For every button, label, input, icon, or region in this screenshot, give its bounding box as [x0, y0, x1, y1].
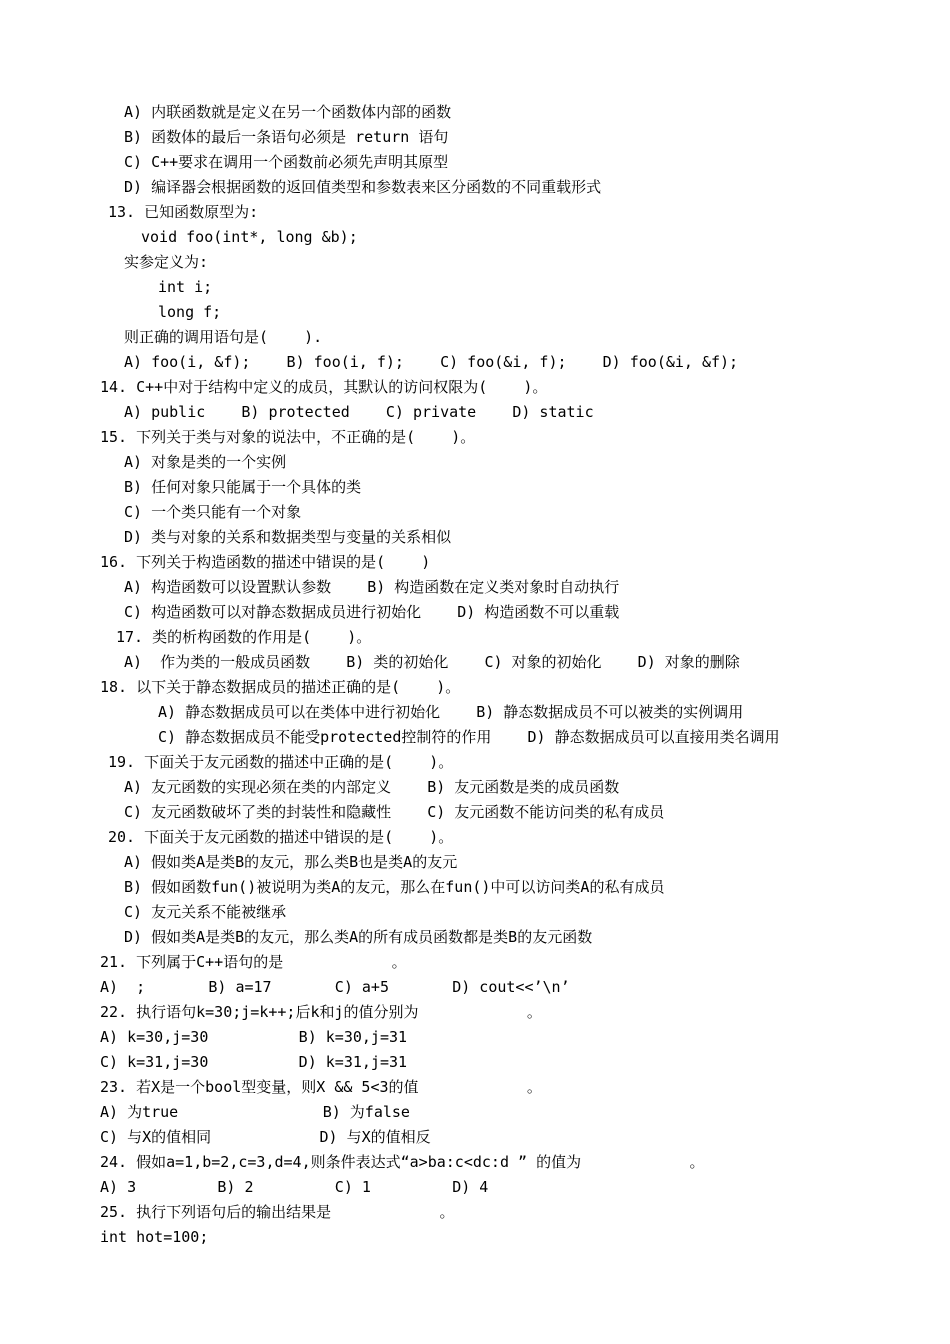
option-line: A) ; B) a=17 C) a+5 D) cout<<’\n’: [100, 978, 570, 996]
option-line: A) 静态数据成员可以在类体中进行初始化 B) 静态数据成员不可以被类的实例调用: [158, 703, 744, 721]
option-line: A) 对象是类的一个实例: [124, 453, 287, 471]
text-line: 实参定义为:: [124, 253, 209, 271]
option-line: D) 编译器会根据函数的返回值类型和参数表来区分函数的不同重载形式: [124, 178, 602, 196]
question-19: 19. 下面关于友元函数的描述中正确的是( )。: [108, 753, 454, 771]
option-line: A) 作为类的一般成员函数 B) 类的初始化 C) 对象的初始化 D) 对象的删除: [124, 653, 740, 671]
option-line: A) 为true B) 为false: [100, 1103, 410, 1121]
option-line: C) k=31,j=30 D) k=31,j=31: [100, 1053, 408, 1071]
question-14: 14. C++中对于结构中定义的成员，其默认的访问权限为( )。: [100, 378, 548, 396]
option-line: C) 构造函数可以对静态数据成员进行初始化 D) 构造函数不可以重载: [124, 603, 620, 621]
question-17: 17. 类的析构函数的作用是( )。: [116, 628, 372, 646]
code-line: int hot=100;: [100, 1228, 209, 1246]
option-line: D) 假如类A是类B的友元，那么类A的所有成员函数都是类B的友元函数: [124, 928, 593, 946]
option-line: D) 类与对象的关系和数据类型与变量的关系相似: [124, 528, 452, 546]
option-line: C) 友元函数破坏了类的封装性和隐藏性 C) 友元函数不能访问类的私有成员: [124, 803, 665, 821]
option-line: A) k=30,j=30 B) k=30,j=31: [100, 1028, 408, 1046]
option-line: A) foo(i, &f); B) foo(i, f); C) foo(&i, f); D) foo(&i, &f);: [124, 353, 739, 371]
question-15: 15. 下列关于类与对象的说法中，不正确的是( )。: [100, 428, 476, 446]
question-23: 23. 若X是一个bool型变量，则X && 5<3的值 。: [100, 1078, 542, 1096]
question-20: 20. 下面关于友元函数的描述中错误的是( )。: [108, 828, 454, 846]
question-16: 16. 下列关于构造函数的描述中错误的是( ): [100, 553, 431, 571]
code-line: int i;: [158, 278, 213, 296]
option-line: A) 友元函数的实现必须在类的内部定义 B) 友元函数是类的成员函数: [124, 778, 620, 796]
option-line: C) 静态数据成员不能受protected控制符的作用 D) 静态数据成员可以直接用类名调用: [158, 728, 780, 746]
question-18: 18. 以下关于静态数据成员的描述正确的是( )。: [100, 678, 461, 696]
question-25: 25. 执行下列语句后的输出结果是 。: [100, 1203, 455, 1221]
option-line: B) 假如函数fun()被说明为类A的友元，那么在fun()中可以访问类A的私有成员: [124, 878, 665, 896]
option-line: C) 与X的值相同 D) 与X的值相反: [100, 1128, 431, 1146]
code-line: void foo(int*, long &b);: [141, 228, 358, 246]
option-line: C) C++要求在调用一个函数前必须先声明其原型: [124, 153, 449, 171]
option-line: A) 内联函数就是定义在另一个函数体内部的函数: [124, 103, 452, 121]
option-line: A) 构造函数可以设置默认参数 B) 构造函数在定义类对象时自动执行: [124, 578, 620, 596]
question-22: 22. 执行语句k=30;j=k++;后k和j的值分别为 。: [100, 1003, 542, 1021]
option-line: C) 友元关系不能被继承: [124, 903, 287, 921]
code-line: long f;: [158, 303, 222, 321]
option-line: A) public B) protected C) private D) static: [124, 403, 594, 421]
question-24: 24. 假如a=1,b=2,c=3,d=4,则条件表达式“a>ba:c<dc:d ” 的值为 。: [100, 1153, 705, 1171]
option-line: A) 假如类A是类B的友元，那么类B也是类A的友元: [124, 853, 458, 871]
option-line: A) 3 B) 2 C) 1 D) 4: [100, 1178, 489, 1196]
option-line: C) 一个类只能有一个对象: [124, 503, 302, 521]
option-line: B) 任何对象只能属于一个具体的类: [124, 478, 362, 496]
text-line: 则正确的调用语句是( ).: [124, 328, 323, 346]
question-21: 21. 下列属于C++语句的是 。: [100, 953, 407, 971]
question-13: 13. 已知函数原型为:: [108, 203, 259, 221]
option-line: B) 函数体的最后一条语句必须是 return 语句: [124, 128, 449, 146]
